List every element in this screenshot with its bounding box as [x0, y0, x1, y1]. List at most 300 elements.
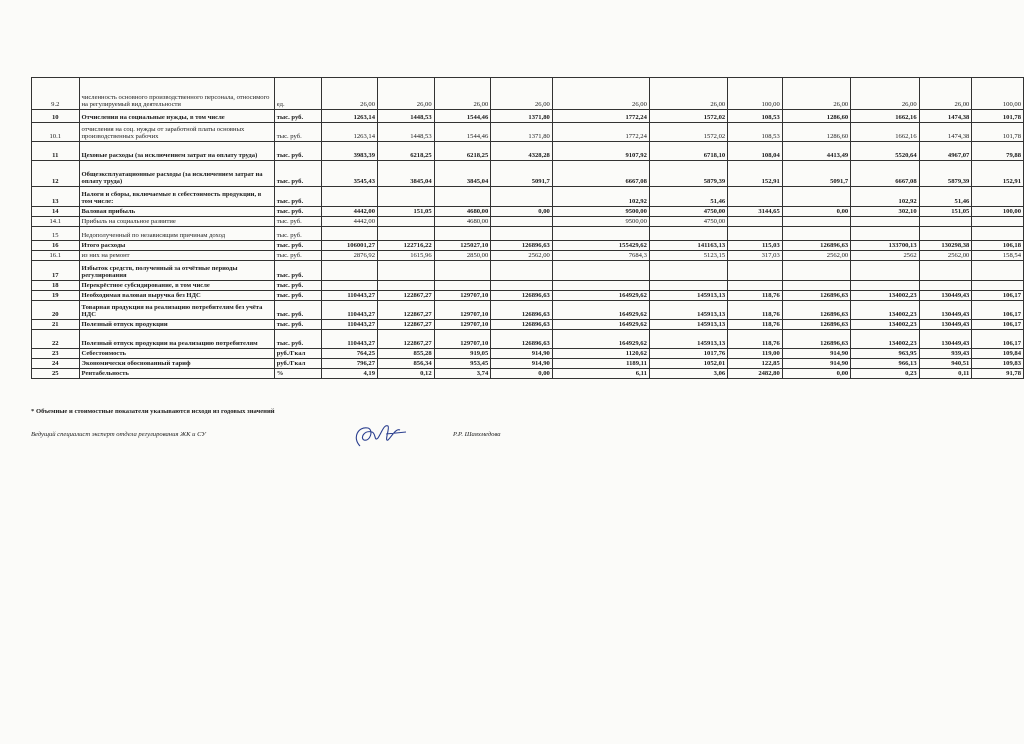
row-number: 10.1 [32, 123, 80, 142]
value-cell: 5091,7 [491, 161, 553, 187]
value-cell: 164929,62 [552, 320, 649, 330]
value-cell: 0,00 [782, 207, 850, 217]
row-number: 23 [32, 349, 80, 359]
value-cell: 1572,02 [649, 110, 727, 123]
value-cell [972, 227, 1024, 241]
row-unit: тыс. руб. [274, 241, 322, 251]
value-cell: 145913,13 [649, 330, 727, 349]
value-cell: 919,05 [434, 349, 491, 359]
value-cell: 118,76 [728, 330, 783, 349]
row-unit: тыс. руб. [274, 251, 322, 261]
row-number: 17 [32, 261, 80, 281]
value-cell: 129707,10 [434, 330, 491, 349]
value-cell: 108,53 [728, 110, 783, 123]
value-cell: 2850,00 [434, 251, 491, 261]
value-cell: 4442,00 [322, 217, 378, 227]
table-row [32, 359, 1024, 369]
value-cell [434, 281, 491, 291]
value-cell: 2482,80 [728, 369, 783, 379]
value-cell: 764,25 [322, 349, 378, 359]
value-cell: 2562,00 [491, 251, 553, 261]
row-label: Экономически обоснованный тариф [79, 359, 274, 369]
value-cell: 855,28 [378, 349, 435, 359]
value-cell: 1286,60 [782, 123, 850, 142]
row-number: 25 [32, 369, 80, 379]
value-cell: 122716,22 [378, 241, 435, 251]
value-cell: 26,00 [649, 78, 727, 110]
value-cell: 9500,00 [552, 207, 649, 217]
row-number: 20 [32, 301, 80, 320]
row-number: 21 [32, 320, 80, 330]
value-cell: 1772,24 [552, 123, 649, 142]
value-cell: 122867,27 [378, 320, 435, 330]
table-row [32, 78, 1024, 110]
row-number: 15 [32, 227, 80, 241]
table-row [32, 187, 1024, 207]
value-cell: 158,54 [972, 251, 1024, 261]
value-cell: 914,90 [491, 359, 553, 369]
value-cell: 108,04 [728, 142, 783, 161]
row-label: Необходимая валовая выручка без НДС [79, 291, 274, 301]
value-cell [851, 261, 919, 281]
value-cell: 126896,63 [491, 320, 553, 330]
row-label: Товарная продукция на реализацию потребителям без учёта НДС [79, 301, 274, 320]
value-cell [552, 261, 649, 281]
value-cell: 6218,25 [434, 142, 491, 161]
value-cell: 151,05 [378, 207, 435, 217]
value-cell: 164929,62 [552, 301, 649, 320]
value-cell: 5091,7 [782, 161, 850, 187]
value-cell: 1544,46 [434, 123, 491, 142]
row-unit: тыс. руб. [274, 187, 322, 207]
value-cell: 796,27 [322, 359, 378, 369]
value-cell: 26,00 [552, 78, 649, 110]
value-cell [782, 227, 850, 241]
value-cell [782, 281, 850, 291]
value-cell: 7684,3 [552, 251, 649, 261]
value-cell: 91,78 [972, 369, 1024, 379]
value-cell: 914,90 [782, 359, 850, 369]
value-cell: 122,85 [728, 359, 783, 369]
value-cell: 133700,13 [851, 241, 919, 251]
value-cell [782, 217, 850, 227]
value-cell: 126896,63 [491, 330, 553, 349]
value-cell [378, 261, 435, 281]
value-cell [434, 227, 491, 241]
value-cell: 1448,53 [378, 110, 435, 123]
value-cell: 100,00 [728, 78, 783, 110]
value-cell [434, 261, 491, 281]
value-cell [782, 187, 850, 207]
value-cell [322, 281, 378, 291]
value-cell: 130449,43 [919, 301, 972, 320]
row-number: 11 [32, 142, 80, 161]
row-label: Отчисления на социальные нужды, в том числе [79, 110, 274, 123]
value-cell: 130449,43 [919, 330, 972, 349]
value-cell: 0,00 [782, 369, 850, 379]
row-label: Валовая прибыль [79, 207, 274, 217]
value-cell: 130449,43 [919, 291, 972, 301]
value-cell: 122867,27 [378, 301, 435, 320]
value-cell: 129707,10 [434, 320, 491, 330]
row-number: 16.1 [32, 251, 80, 261]
table-row [32, 261, 1024, 281]
value-cell: 302,10 [851, 207, 919, 217]
value-cell [649, 227, 727, 241]
value-cell: 6667,08 [552, 161, 649, 187]
value-cell: 0,00 [491, 207, 553, 217]
value-cell [919, 281, 972, 291]
value-cell [378, 281, 435, 291]
value-cell: 164929,62 [552, 291, 649, 301]
value-cell [851, 227, 919, 241]
value-cell [434, 187, 491, 207]
value-cell: 4680,00 [434, 207, 491, 217]
row-label: Итого расходы [79, 241, 274, 251]
value-cell: 1572,02 [649, 123, 727, 142]
value-cell [491, 187, 553, 207]
value-cell: 101,78 [972, 110, 1024, 123]
value-cell: 109,83 [972, 359, 1024, 369]
value-cell: 0,11 [919, 369, 972, 379]
row-unit: тыс. руб. [274, 330, 322, 349]
value-cell: 0,00 [491, 369, 553, 379]
value-cell: 4413,49 [782, 142, 850, 161]
row-unit: тыс. руб. [274, 161, 322, 187]
row-number: 14.1 [32, 217, 80, 227]
value-cell: 1189,11 [552, 359, 649, 369]
value-cell: 317,03 [728, 251, 783, 261]
value-cell: 126896,63 [782, 301, 850, 320]
value-cell: 5520,64 [851, 142, 919, 161]
value-cell [782, 261, 850, 281]
row-number: 12 [32, 161, 80, 187]
row-unit: тыс. руб. [274, 291, 322, 301]
table-row [32, 291, 1024, 301]
value-cell: 4680,00 [434, 217, 491, 227]
value-cell: 3545,43 [322, 161, 378, 187]
value-cell: 51,46 [919, 187, 972, 207]
table-row [32, 123, 1024, 142]
value-cell: 126896,63 [782, 241, 850, 251]
value-cell: 126896,63 [491, 301, 553, 320]
value-cell: 6667,08 [851, 161, 919, 187]
value-cell: 100,00 [972, 207, 1024, 217]
value-cell: 0,23 [851, 369, 919, 379]
value-cell: 134002,23 [851, 301, 919, 320]
value-cell: 1371,80 [491, 123, 553, 142]
value-cell: 126896,63 [491, 241, 553, 251]
row-unit: тыс. руб. [274, 281, 322, 291]
value-cell: 134002,23 [851, 330, 919, 349]
value-cell: 26,00 [378, 78, 435, 110]
footnote: * Объемные и стоимостные показатели указываются исходя из годовых значений [31, 408, 275, 415]
value-cell: 3144,65 [728, 207, 783, 217]
value-cell: 100,00 [972, 78, 1024, 110]
value-cell: 118,76 [728, 291, 783, 301]
row-unit: тыс. руб. [274, 217, 322, 227]
value-cell: 122867,27 [378, 330, 435, 349]
value-cell: 152,91 [728, 161, 783, 187]
value-cell: 6,11 [552, 369, 649, 379]
value-cell: 1662,16 [851, 123, 919, 142]
value-cell: 2876,92 [322, 251, 378, 261]
row-unit: тыс. руб. [274, 227, 322, 241]
table-row [32, 330, 1024, 349]
table-row [32, 369, 1024, 379]
value-cell: 125027,10 [434, 241, 491, 251]
row-unit: тыс. руб. [274, 207, 322, 217]
value-cell: 26,00 [782, 78, 850, 110]
row-label: из них на ремонт [79, 251, 274, 261]
row-label: Полезный отпуск продукции на реализацию потребителям [79, 330, 274, 349]
value-cell: 914,90 [782, 349, 850, 359]
row-unit: тыс. руб. [274, 123, 322, 142]
signature-icon [350, 418, 410, 456]
value-cell: 3983,39 [322, 142, 378, 161]
value-cell [728, 217, 783, 227]
row-label: Недополученный по независящим причинам доход [79, 227, 274, 241]
value-cell: 1371,80 [491, 110, 553, 123]
value-cell: 4328,28 [491, 142, 553, 161]
value-cell: 4,19 [322, 369, 378, 379]
value-cell: 106,18 [972, 241, 1024, 251]
value-cell: 129707,10 [434, 301, 491, 320]
value-cell [851, 217, 919, 227]
row-label: Себестоимость [79, 349, 274, 359]
value-cell [919, 217, 972, 227]
value-cell: 963,95 [851, 349, 919, 359]
value-cell [322, 187, 378, 207]
value-cell: 966,13 [851, 359, 919, 369]
value-cell: 26,00 [851, 78, 919, 110]
row-unit: тыс. руб. [274, 261, 322, 281]
value-cell: 9107,92 [552, 142, 649, 161]
value-cell [322, 261, 378, 281]
value-cell: 26,00 [491, 78, 553, 110]
row-unit: % [274, 369, 322, 379]
value-cell: 1448,53 [378, 123, 435, 142]
row-number: 18 [32, 281, 80, 291]
row-label: отчисления на соц. нужды от заработной платы основных производственных рабочих [79, 123, 274, 142]
row-label: Рентабельность [79, 369, 274, 379]
value-cell: 108,53 [728, 123, 783, 142]
value-cell [728, 227, 783, 241]
value-cell: 4750,00 [649, 207, 727, 217]
value-cell: 26,00 [434, 78, 491, 110]
value-cell [649, 281, 727, 291]
row-number: 13 [32, 187, 80, 207]
row-unit: руб./Гкал [274, 349, 322, 359]
value-cell: 118,76 [728, 320, 783, 330]
table-row [32, 207, 1024, 217]
value-cell: 6218,25 [378, 142, 435, 161]
value-cell: 1052,01 [649, 359, 727, 369]
table-row [32, 110, 1024, 123]
value-cell: 1474,38 [919, 110, 972, 123]
table-row [32, 217, 1024, 227]
value-cell: 119,00 [728, 349, 783, 359]
table-row [32, 227, 1024, 241]
value-cell: 4750,00 [649, 217, 727, 227]
row-unit: ед. [274, 78, 322, 110]
row-label: Полезный отпуск продукции [79, 320, 274, 330]
value-cell: 102,92 [851, 187, 919, 207]
value-cell: 126896,63 [782, 291, 850, 301]
row-label: численность основного производственного персонала, относимого на регулируемый вид деятельности [79, 78, 274, 110]
row-label: Прибыль на социальное развитие [79, 217, 274, 227]
value-cell: 110443,27 [322, 330, 378, 349]
value-cell: 145913,13 [649, 291, 727, 301]
value-cell: 106,17 [972, 320, 1024, 330]
row-label: Цеховые расходы (за исключением затрат на оплату труда) [79, 142, 274, 161]
value-cell: 110443,27 [322, 320, 378, 330]
value-cell [378, 227, 435, 241]
value-cell: 145913,13 [649, 320, 727, 330]
value-cell: 2562,00 [782, 251, 850, 261]
row-label: Налоги и сборы, включаемые в себестоимость продукции, в том числе: [79, 187, 274, 207]
value-cell: 0,12 [378, 369, 435, 379]
value-cell: 106,17 [972, 301, 1024, 320]
value-cell: 940,51 [919, 359, 972, 369]
value-cell: 1662,16 [851, 110, 919, 123]
value-cell [728, 261, 783, 281]
table-row [32, 281, 1024, 291]
row-number: 14 [32, 207, 80, 217]
row-number: 16 [32, 241, 80, 251]
value-cell: 4967,07 [919, 142, 972, 161]
value-cell: 134002,23 [851, 291, 919, 301]
value-cell [322, 227, 378, 241]
table-row [32, 142, 1024, 161]
value-cell [972, 187, 1024, 207]
row-number: 19 [32, 291, 80, 301]
value-cell: 51,46 [649, 187, 727, 207]
value-cell: 5879,39 [919, 161, 972, 187]
value-cell: 79,88 [972, 142, 1024, 161]
value-cell: 130449,43 [919, 320, 972, 330]
value-cell [552, 281, 649, 291]
value-cell: 3845,04 [434, 161, 491, 187]
value-cell: 106001,27 [322, 241, 378, 251]
row-label: Перекрёстное субсидирование, в том числе [79, 281, 274, 291]
value-cell [728, 187, 783, 207]
row-unit: тыс. руб. [274, 110, 322, 123]
value-cell: 126896,63 [491, 291, 553, 301]
value-cell: 126896,63 [782, 320, 850, 330]
value-cell: 1615,96 [378, 251, 435, 261]
table-row [32, 161, 1024, 187]
value-cell: 106,17 [972, 291, 1024, 301]
value-cell: 164929,62 [552, 330, 649, 349]
value-cell: 1772,24 [552, 110, 649, 123]
value-cell: 101,78 [972, 123, 1024, 142]
value-cell: 1120,62 [552, 349, 649, 359]
value-cell: 5123,15 [649, 251, 727, 261]
row-unit: тыс. руб. [274, 320, 322, 330]
table-row [32, 349, 1024, 359]
value-cell [491, 227, 553, 241]
value-cell: 118,76 [728, 301, 783, 320]
value-cell: 102,92 [552, 187, 649, 207]
value-cell [972, 281, 1024, 291]
value-cell [378, 217, 435, 227]
value-cell: 151,05 [919, 207, 972, 217]
value-cell: 2562 [851, 251, 919, 261]
value-cell: 856,34 [378, 359, 435, 369]
row-label: Общеэксплуатационные расходы (за исключением затрат на оплату труда) [79, 161, 274, 187]
value-cell: 115,03 [728, 241, 783, 251]
row-number: 24 [32, 359, 80, 369]
value-cell: 953,45 [434, 359, 491, 369]
row-number: 9.2 [32, 78, 80, 110]
value-cell [972, 261, 1024, 281]
value-cell: 3,74 [434, 369, 491, 379]
specialist-position: Ведущий специалист эксперт отдела регулирования ЖК и СУ [31, 431, 206, 438]
row-number: 22 [32, 330, 80, 349]
value-cell [972, 217, 1024, 227]
value-cell [919, 261, 972, 281]
value-cell: 134002,23 [851, 320, 919, 330]
value-cell: 5879,39 [649, 161, 727, 187]
value-cell [491, 217, 553, 227]
value-cell: 109,84 [972, 349, 1024, 359]
row-number: 10 [32, 110, 80, 123]
value-cell: 110443,27 [322, 301, 378, 320]
value-cell: 141163,13 [649, 241, 727, 251]
value-cell: 26,00 [322, 78, 378, 110]
tariff-table [31, 77, 1024, 379]
table-row [32, 301, 1024, 320]
value-cell: 1017,76 [649, 349, 727, 359]
value-cell: 130298,38 [919, 241, 972, 251]
value-cell: 1544,46 [434, 110, 491, 123]
value-cell: 9500,00 [552, 217, 649, 227]
row-unit: тыс. руб. [274, 301, 322, 320]
row-unit: тыс. руб. [274, 142, 322, 161]
value-cell: 914,90 [491, 349, 553, 359]
value-cell: 122867,27 [378, 291, 435, 301]
value-cell: 152,91 [972, 161, 1024, 187]
row-label: Избыток средств, полученный за отчётные периоды регулирования [79, 261, 274, 281]
table-row [32, 241, 1024, 251]
value-cell: 2562,00 [919, 251, 972, 261]
value-cell: 1474,38 [919, 123, 972, 142]
signer-name: Р.Р. Шаяхмедова [453, 431, 501, 438]
value-cell: 110443,27 [322, 291, 378, 301]
table-row [32, 251, 1024, 261]
value-cell [491, 261, 553, 281]
value-cell: 3845,04 [378, 161, 435, 187]
value-cell [851, 281, 919, 291]
value-cell: 4442,00 [322, 207, 378, 217]
value-cell: 1263,14 [322, 123, 378, 142]
value-cell: 3,06 [649, 369, 727, 379]
value-cell [378, 187, 435, 207]
value-cell: 106,17 [972, 330, 1024, 349]
value-cell: 126896,63 [782, 330, 850, 349]
value-cell: 26,00 [919, 78, 972, 110]
value-cell: 939,43 [919, 349, 972, 359]
value-cell [919, 227, 972, 241]
value-cell: 6718,10 [649, 142, 727, 161]
value-cell [491, 281, 553, 291]
value-cell [728, 281, 783, 291]
value-cell: 1286,60 [782, 110, 850, 123]
value-cell [649, 261, 727, 281]
row-unit: руб./Гкал [274, 359, 322, 369]
value-cell: 145913,13 [649, 301, 727, 320]
